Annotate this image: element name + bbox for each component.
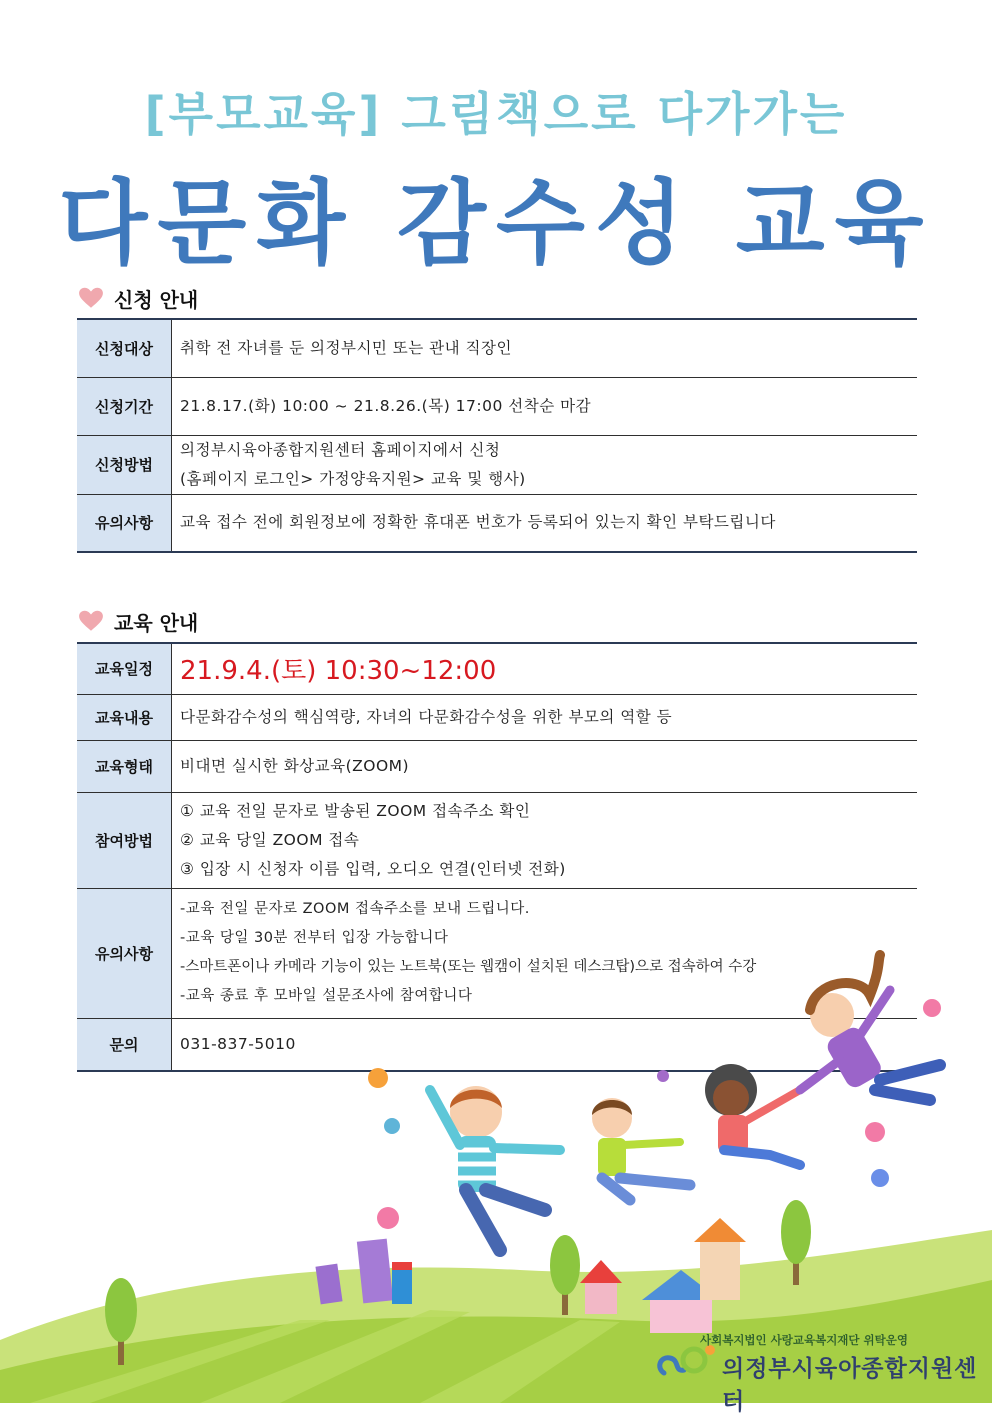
kid-boy-striped	[430, 1086, 560, 1250]
kid-flying-girl	[800, 955, 940, 1100]
row-text: ① 교육 전일 문자로 발송된 ZOOM 접속주소 확인	[180, 801, 531, 820]
footer-center-name: 의정부시육아종합지원센터	[722, 1356, 978, 1415]
row-value	[172, 377, 918, 435]
table-row	[77, 377, 917, 435]
row-label: 유의사항	[77, 888, 172, 1018]
table-row	[77, 643, 917, 694]
row-text: 취학 전 자녀를 둔 의정부시민 또는 관내 직장인	[180, 338, 512, 357]
table-row	[77, 694, 917, 740]
row-label: 유의사항	[77, 494, 172, 552]
row-value	[172, 694, 918, 740]
table-row	[77, 435, 917, 494]
footer-org-name: 사회복지법인 사랑교육복지재단 위탁운영	[700, 1333, 908, 1347]
row-text: -교육 전일 문자로 ZOOM 접속주소를 보내 드립니다.	[180, 901, 530, 917]
schedule-highlight: 21.9.4.(토) 10:30~12:00	[180, 656, 497, 687]
row-label: 교육내용	[77, 694, 172, 740]
section-heading-text: 교육 안내	[114, 610, 199, 635]
purple-buildings	[315, 1239, 412, 1305]
table-row	[77, 319, 917, 377]
heart-icon	[78, 608, 104, 634]
table-row	[77, 494, 917, 552]
row-text: ② 교육 당일 ZOOM 접속	[180, 830, 360, 849]
row-value	[172, 494, 918, 552]
row-text: 교육 접수 전에 회원정보에 정확한 휴대폰 번호가 등록되어 있는지 확인 부탁드립니다	[180, 513, 776, 532]
kid-curly-girl	[705, 1064, 800, 1165]
row-label: 문의	[77, 1018, 172, 1071]
row-value	[172, 435, 918, 494]
row-text: (홈페이지 로그인> 가정양육지원> 교육 및 행사)	[180, 469, 526, 488]
table-row	[77, 792, 917, 888]
apply-info-table	[77, 318, 917, 553]
row-text: -교육 종료 후 모바일 설문조사에 참여합니다	[180, 988, 473, 1004]
row-text: ③ 입장 시 신청자 이름 입력, 오디오 연결(인터넷 전화)	[180, 859, 566, 878]
poster-title: 다문화 감수성 교육	[58, 170, 934, 277]
row-label: 교육형태	[77, 740, 172, 792]
row-value	[172, 740, 918, 792]
section-heading-text: 신청 안내	[114, 287, 199, 312]
section-heading-edu	[78, 606, 198, 636]
row-text: 031-837-5010	[180, 1034, 296, 1053]
table-row	[77, 740, 917, 792]
row-text: 비대면 실시한 화상교육(ZOOM)	[180, 756, 410, 775]
row-label: 참여방법	[77, 792, 172, 888]
row-label: 신청방법	[77, 435, 172, 494]
section-heading-apply	[78, 283, 198, 313]
row-value	[172, 792, 918, 888]
row-text: -교육 당일 30분 전부터 입장 가능합니다	[180, 930, 449, 946]
row-label: 교육일정	[77, 643, 172, 694]
poster-subtitle: [부모교육] 그림책으로 다가가는	[144, 87, 848, 141]
row-text: 21.8.17.(화) 10:00 ~ 21.8.26.(목) 17:00 선착순 마감	[180, 396, 592, 415]
row-text: 의정부시육아종합지원센터 홈페이지에서 신청	[180, 440, 501, 459]
heart-icon	[78, 285, 104, 311]
row-text: 다문화감수성의 핵심역량, 자녀의 다문화감수성을 위한 부모의 역할 등	[180, 707, 673, 726]
row-label: 신청대상	[77, 319, 172, 377]
row-value	[172, 643, 918, 694]
row-text: -스마트폰이나 카메라 기능이 있는 노트북(또는 웹캠이 설치된 데스크탑)으로 접속하여 수강	[180, 959, 757, 975]
row-value	[172, 319, 918, 377]
row-label: 신청기간	[77, 377, 172, 435]
kid-small-boy	[592, 1098, 690, 1200]
